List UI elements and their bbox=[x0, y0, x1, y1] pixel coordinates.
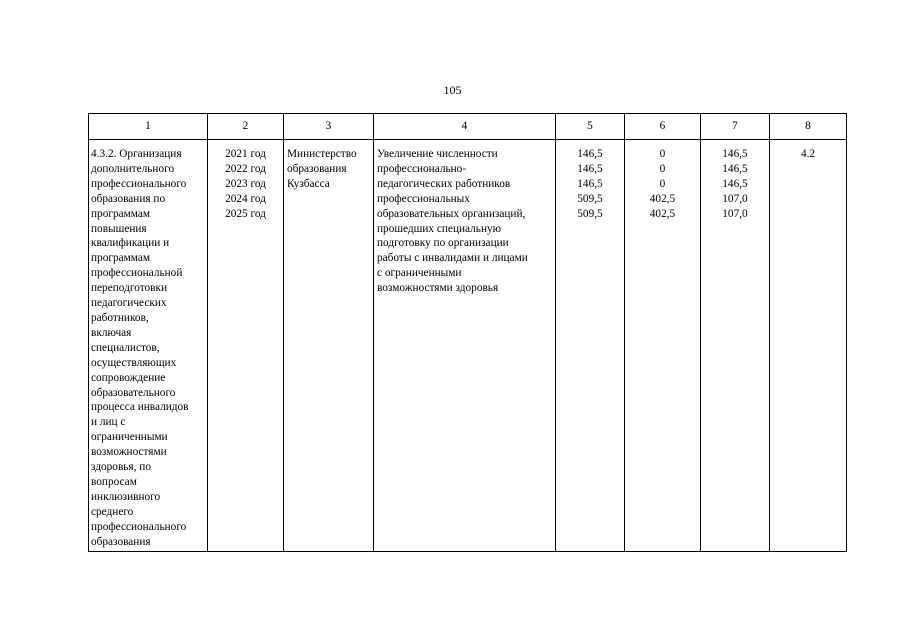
program-table bbox=[88, 113, 847, 552]
indicator-line: педагогических работников bbox=[377, 177, 511, 190]
measure-line: образовательного bbox=[91, 386, 176, 399]
col7-value: 107,0 bbox=[722, 192, 748, 205]
year-value: 2022 год bbox=[225, 162, 266, 175]
col5-value: 146,5 bbox=[577, 148, 603, 160]
measure-line: сопровождение bbox=[91, 371, 166, 384]
measure-line: и лиц с bbox=[91, 416, 126, 429]
indicator-line: прошедших специальную bbox=[377, 222, 502, 235]
year-value: 2021 год bbox=[225, 148, 266, 160]
measure-line: возможностями bbox=[91, 446, 167, 459]
year-value: 2023 год bbox=[225, 177, 266, 190]
executor-line: Кузбасса bbox=[287, 177, 330, 190]
measure-line: работников, bbox=[91, 311, 149, 324]
measure-line: профессиональной bbox=[91, 267, 183, 280]
measure-line: дополнительного bbox=[91, 162, 175, 175]
col5-cell bbox=[556, 140, 625, 552]
header-col-6: 6 bbox=[625, 114, 701, 140]
col7-value: 107,0 bbox=[722, 207, 748, 220]
indicator-line: профессиональных bbox=[377, 192, 470, 205]
header-col-2: 2 bbox=[208, 114, 284, 140]
header-col-7: 7 bbox=[701, 114, 770, 140]
indicator-line: работы с инвалидами и лицами bbox=[377, 252, 528, 265]
col6-value: 0 bbox=[659, 148, 666, 160]
col5-value: 146,5 bbox=[577, 162, 603, 175]
measure-line: квалификации и bbox=[91, 237, 170, 250]
indicator-cell bbox=[374, 140, 556, 552]
col7-value: 146,5 bbox=[722, 177, 748, 190]
measure-line: вопросам bbox=[91, 475, 137, 488]
executor-line: Министерство bbox=[287, 148, 357, 160]
indicator-line: возможностями здоровья bbox=[377, 282, 499, 295]
measure-line: включая bbox=[91, 326, 132, 339]
col7-value: 146,5 bbox=[722, 148, 748, 160]
measure-line: профессионального bbox=[91, 520, 187, 533]
executor-line: образования bbox=[287, 162, 347, 175]
col6-value: 402,5 bbox=[649, 207, 676, 220]
measure-line: образования по bbox=[91, 192, 166, 205]
col6-value: 0 bbox=[659, 162, 666, 175]
measure-line: переподготовки bbox=[91, 282, 167, 295]
indicator-line: Увеличение численности bbox=[377, 148, 498, 160]
measure-line: ограниченными bbox=[91, 431, 168, 444]
measure-line: осуществляющих bbox=[91, 356, 177, 369]
measure-cell bbox=[89, 140, 208, 552]
measure-line: программам bbox=[91, 207, 151, 220]
header-row bbox=[89, 114, 847, 140]
year-value: 2024 год bbox=[225, 192, 266, 205]
years-cell bbox=[208, 140, 284, 552]
measure-line: 4.3.2. Организация bbox=[91, 148, 182, 160]
col5-value: 509,5 bbox=[577, 207, 603, 220]
measure-line: специалистов, bbox=[91, 341, 160, 354]
header-col-5: 5 bbox=[556, 114, 625, 140]
indicator-line: подготовку по организации bbox=[377, 237, 509, 250]
indicator-line: образовательных организаций, bbox=[377, 207, 526, 220]
executor-cell bbox=[284, 140, 374, 552]
measure-line: повышения bbox=[91, 222, 147, 235]
header-col-4: 4 bbox=[374, 114, 556, 140]
measure-line: образования bbox=[91, 535, 151, 548]
col8-value: 4.2 bbox=[800, 148, 816, 160]
col5-value: 146,5 bbox=[577, 177, 603, 190]
page-number: 105 bbox=[443, 83, 462, 97]
year-value: 2025 год bbox=[225, 207, 266, 220]
measure-line: профессионального bbox=[91, 177, 187, 190]
indicator-line: профессионально- bbox=[377, 162, 467, 175]
col7-value: 146,5 bbox=[722, 162, 748, 175]
measure-line: здоровья, по bbox=[91, 461, 151, 474]
header-col-3: 3 bbox=[284, 114, 374, 140]
indicator-line: с ограниченными bbox=[377, 267, 462, 280]
col5-value: 509,5 bbox=[577, 192, 603, 205]
measure-line: процесса инвалидов bbox=[91, 401, 189, 414]
measure-line: программам bbox=[91, 252, 151, 265]
measure-line: среднего bbox=[91, 505, 134, 518]
col7-cell bbox=[701, 140, 770, 552]
table-row bbox=[89, 140, 847, 552]
header-col-8: 8 bbox=[770, 114, 847, 140]
measure-line: инклюзивного bbox=[91, 490, 161, 503]
measure-line: педагогических bbox=[91, 297, 167, 310]
col8-cell bbox=[770, 140, 847, 552]
col6-value: 402,5 bbox=[649, 192, 676, 205]
col6-value: 0 bbox=[659, 177, 666, 190]
col6-cell bbox=[625, 140, 701, 552]
header-col-1: 1 bbox=[89, 114, 208, 140]
